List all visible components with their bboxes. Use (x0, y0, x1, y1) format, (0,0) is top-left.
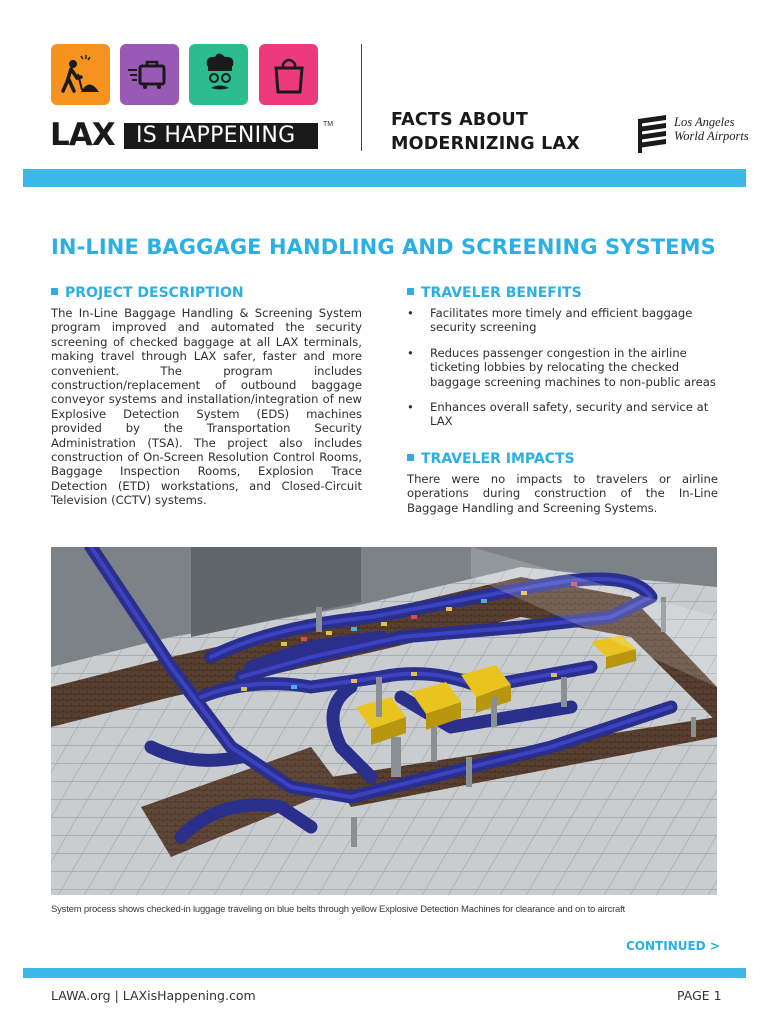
traveler-benefits-heading: TRAVELER BENEFITS (407, 285, 582, 301)
header-accent-bar (23, 169, 746, 187)
traveler-impacts-heading: TRAVELER IMPACTS (407, 451, 575, 467)
list-item: • Facilitates more timely and efficient baggage security screening (407, 306, 693, 335)
traveler-impacts-body: There were no impacts to travelers or airline operations during construction of the In-Line Baggage Handling and Screening Systems. (407, 472, 718, 515)
lawa-logo-icon (636, 115, 668, 162)
footer-links[interactable]: LAWA.org | LAXisHappening.com (51, 988, 256, 1003)
list-item: • Enhances overall safety, security and service at LAX (407, 400, 709, 429)
traveler-benefits-list (407, 306, 719, 440)
lawa-name: Los Angeles World Airports (674, 115, 749, 143)
baggage-system-image (51, 547, 717, 895)
logo-tagline: IS HAPPENING (136, 123, 296, 148)
facts-heading: FACTS ABOUT MODERNIZING LAX (391, 110, 580, 154)
page-title: IN-LINE BAGGAGE HANDLING AND SCREENING SYSTEMS (51, 235, 716, 259)
shopping-bag-icon (259, 44, 318, 105)
continued-link[interactable]: CONTINUED > (626, 939, 720, 953)
chef-icon (189, 44, 248, 105)
trademark: TM (323, 121, 334, 128)
logo-lax-text: LAX (50, 117, 115, 153)
image-caption: System process shows checked-in luggage traveling on blue belts through yellow Explosive Detection Machines for clearance and on to aircraft (51, 904, 625, 915)
footer-accent-bar (23, 968, 746, 978)
luggage-speed-icon (120, 44, 179, 105)
header-divider (361, 44, 362, 151)
project-description-heading: PROJECT DESCRIPTION (51, 285, 244, 301)
page-number: PAGE 1 (677, 988, 722, 1003)
project-description-body: The In-Line Baggage Handling & Screening System program improved and automated the security screening of checked baggage at all LAX terminals, making travel through LAX safer, faster and more convenient. The program includes construction/replacement of outbound baggage conveyor systems and installation/integration of new Explosive Detection System (EDS) machines provided by the Transportation Security Administration (TSA). The project also includes construction of On-Screen Resolution Control Rooms, Baggage Inspection Rooms, Explosion Trace Detection (ETD) workstations, and Closed-Circuit Television (CCTV) systems. (51, 306, 362, 508)
list-item: • Reduces passenger congestion in the airline ticketing lobbies by relocating the checked baggage screening machines to non-public areas (407, 345, 716, 389)
lax-is-happening-logo (50, 119, 319, 152)
construction-worker-icon (51, 44, 110, 105)
